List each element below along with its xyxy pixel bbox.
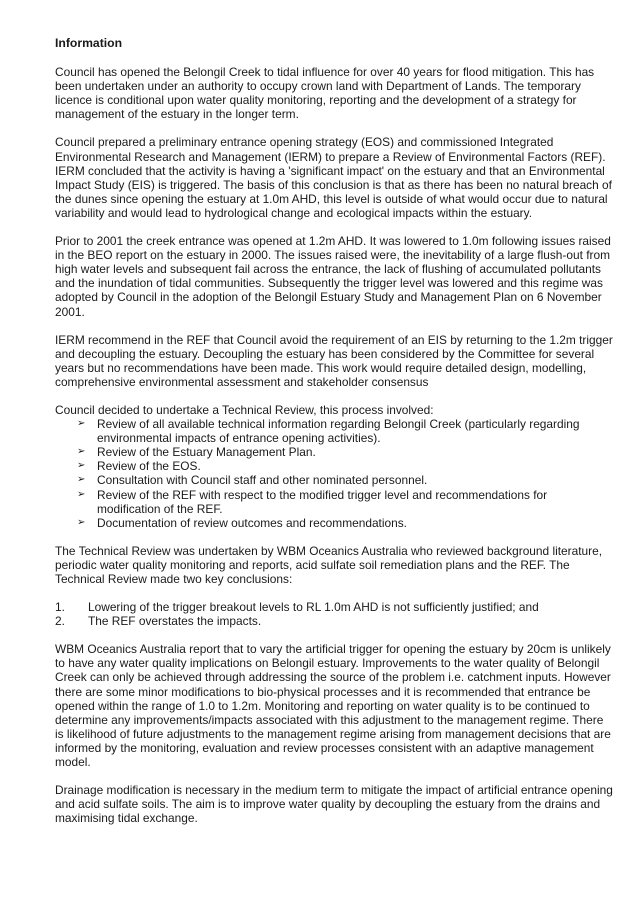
paragraph-preliminary-strategy: Council prepared a preliminary entrance opening strategy (EOS) and commissioned Integrated Environmental Research and Management (IERM) to prepare a Review of Environmental Factors (REF). IERM concluded that the activity is having a 'significant impact' on the estuary and that an Environmental Impact Study (EIS) is triggered. The basis of this conclusion is that as there has been no natural breach of the dunes since opening the estuary at 1.0m AHD, this level is outside of what would occur due to natural variability and would lead to hydrological change and ecological impacts within the estuary. [55,135,612,220]
review-items-list [55,417,613,530]
paragraph-prior-2001: Prior to 2001 the creek entrance was opened at 1.2m AHD. It was lowered to 1.0m following issues raised in the BEO report on the estuary in 2000. The issues raised were, the inevitability of a large flush-out from high water levels and subsequent fail across the entrance, the lack of flushing of accumulated pollutants and the inundation of tidal communities. Subsequently the trigger level was lowered and this regime was adopted by Council in the adoption of the Belongil Estuary Study and Management Plan on 6 November 2001. [55,234,611,319]
list-item: ➢ Review of all available technical information regarding Belongil Creek (particularly regarding environmental impacts of entrance opening activities). [77,417,580,446]
list-number: 2. [55,614,65,629]
section-heading: Information [55,36,123,50]
arrow-bullet-icon: ➢ [77,460,86,472]
list-item: ➢ Review of the Estuary Management Plan. [77,445,316,460]
paragraph-drainage-modification: Drainage modification is necessary in the medium term to mitigate the impact of artificial entrance opening and acid sulfate soils. The aim is to improve water quality by decoupling the estuary from the drains and maximising tidal exchange. [55,783,613,826]
arrow-bullet-icon: ➢ [77,474,86,486]
conclusions-list [55,600,613,628]
paragraph-wbm-review: The Technical Review was undertaken by WBM Oceanics Australia who reviewed background literature, periodic water quality monitoring and reports, acid sulfate soil remediation plans and the REF. The Technical Review made two key conclusions: [55,543,603,586]
list-item: ➢ Review of the EOS. [77,459,201,474]
list-item: ➢ Consultation with Council staff and other nominated personnel. [77,473,428,488]
arrow-bullet-icon: ➢ [77,488,86,500]
paragraph-wbm-report: WBM Oceanics Australia report that to vary the artificial trigger for opening the estuary by 20cm is unlikely to have any water quality implications on Belongil estuary. Improvements to the water quality of Belongil Creek can only be achieved through addressing the source of the problem i.e. catchment inputs. However there are some minor modifications to bio-physical processes and it is recommended that entrance be opened within the range of 1.0 to 1.2m. Monitoring and reporting on water quality is to be continued to determine any improvements/impacts associated with this adjustment to the management regime. There is likelihood of future adjustments to the management regime arising from management decisions that are informed by the monitoring, evaluation and review processes consistent with an adaptive management model. [55,642,611,770]
arrow-bullet-icon: ➢ [77,516,86,528]
paragraph-ierm-recommendation: IERM recommend in the REF that Council avoid the requirement of an EIS by returning to the 1.2m trigger and decoupling the estuary. Decoupling the estuary has been considered by the Committee for several years but no recommendations have been made. This work would require detailed design, modelling, comprehensive environmental assessment and stakeholder consensus [55,332,613,389]
list-item: ➢ Documentation of review outcomes and recommendations. [77,515,407,530]
list-item: 2. The REF overstates the impacts. [55,614,262,629]
paragraph-technical-review-intro: Council decided to undertake a Technical Review, this process involved: [55,402,434,417]
list-item: ➢ Review of the REF with respect to the modified trigger level and recommendations for modification of the REF. [77,487,548,516]
document-page [55,36,613,839]
arrow-bullet-icon: ➢ [77,446,86,458]
arrow-bullet-icon: ➢ [77,418,86,430]
list-item: 1. Lowering of the trigger breakout levels to RL 1.0m AHD is not sufficiently justified; and [55,600,539,615]
list-number: 1. [55,600,65,615]
paragraph-council-opening: Council has opened the Belongil Creek to tidal influence for over 40 years for flood mitigation. This has been undertaken under an authority to occupy crown land with Department of Lands. The temporary licence is conditional upon water quality monitoring, reporting and the development of a strategy for management of the estuary in the longer term. [55,65,595,122]
